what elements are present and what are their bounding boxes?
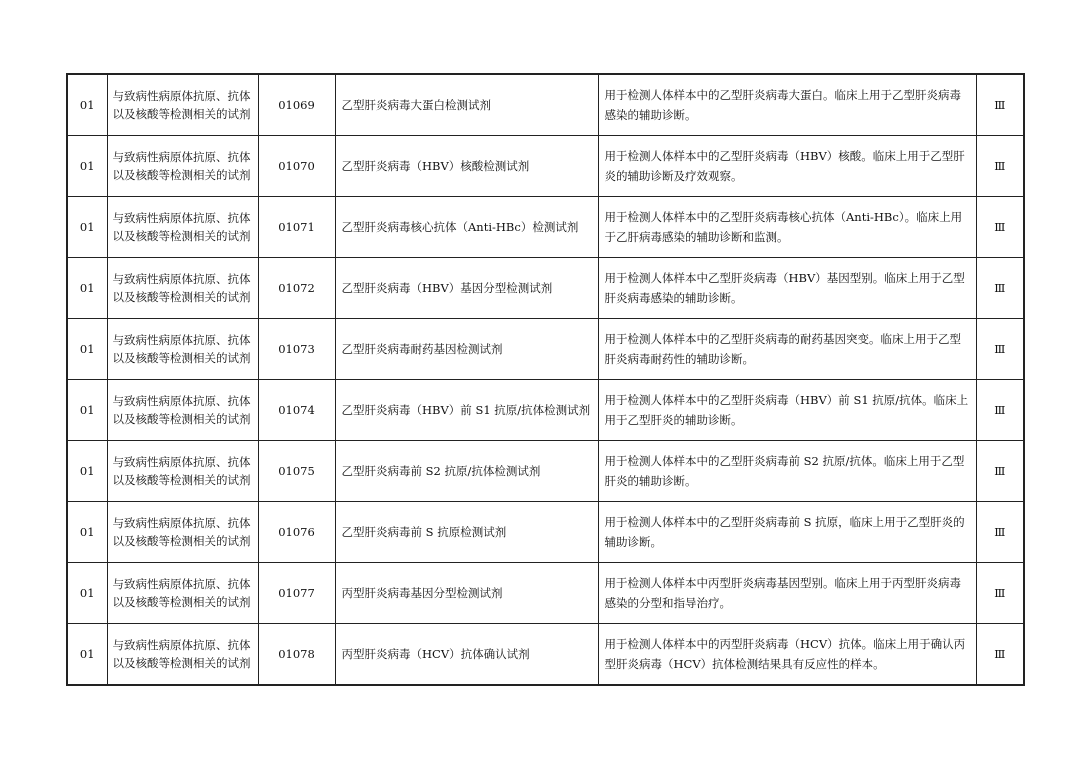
subcategory-cell: 与致病性病原体抗原、抗体以及核酸等检测相关的试剂	[107, 380, 258, 441]
subcategory-cell: 与致病性病原体抗原、抗体以及核酸等检测相关的试剂	[107, 441, 258, 502]
intended-use-cell: 用于检测人体样本中的乙型肝炎病毒核心抗体（Anti-HBc）。临床上用于乙肝病毒感染的辅助诊断和监测。	[598, 197, 976, 258]
subcategory-cell: 与致病性病原体抗原、抗体以及核酸等检测相关的试剂	[107, 258, 258, 319]
table-row	[67, 74, 1024, 136]
product-code-cell: 01072	[258, 258, 335, 319]
category-code-cell: 01	[67, 624, 107, 686]
product-name-cell: 丙型肝炎病毒基因分型检测试剂	[335, 563, 598, 624]
intended-use-cell: 用于检测人体样本中的乙型肝炎病毒前 S2 抗原/抗体。临床上用于乙型肝炎的辅助诊断。	[598, 441, 976, 502]
subcategory-cell: 与致病性病原体抗原、抗体以及核酸等检测相关的试剂	[107, 319, 258, 380]
management-class-cell: Ⅲ	[976, 319, 1024, 380]
intended-use-cell: 用于检测人体样本中的乙型肝炎病毒（HBV）核酸。临床上用于乙型肝炎的辅助诊断及疗效观察。	[598, 136, 976, 197]
intended-use-cell: 用于检测人体样本中丙型肝炎病毒基因型别。临床上用于丙型肝炎病毒感染的分型和指导治疗。	[598, 563, 976, 624]
category-code-cell: 01	[67, 502, 107, 563]
management-class-cell: Ⅲ	[976, 563, 1024, 624]
management-class-cell: Ⅲ	[976, 136, 1024, 197]
product-code-cell: 01070	[258, 136, 335, 197]
product-name-cell: 乙型肝炎病毒（HBV）前 S1 抗原/抗体检测试剂	[335, 380, 598, 441]
category-code-cell: 01	[67, 563, 107, 624]
management-class-cell: Ⅲ	[976, 441, 1024, 502]
intended-use-cell: 用于检测人体样本中的乙型肝炎病毒的耐药基因突变。临床上用于乙型肝炎病毒耐药性的辅助诊断。	[598, 319, 976, 380]
table-row	[67, 136, 1024, 197]
product-name-cell: 乙型肝炎病毒前 S2 抗原/抗体检测试剂	[335, 441, 598, 502]
category-code-cell: 01	[67, 136, 107, 197]
category-code-cell: 01	[67, 258, 107, 319]
product-code-cell: 01078	[258, 624, 335, 686]
category-code-cell: 01	[67, 74, 107, 136]
product-name-cell: 乙型肝炎病毒（HBV）基因分型检测试剂	[335, 258, 598, 319]
category-code-cell: 01	[67, 441, 107, 502]
management-class-cell: Ⅲ	[976, 74, 1024, 136]
management-class-cell: Ⅲ	[976, 258, 1024, 319]
table-row	[67, 197, 1024, 258]
product-code-cell: 01075	[258, 441, 335, 502]
subcategory-cell: 与致病性病原体抗原、抗体以及核酸等检测相关的试剂	[107, 74, 258, 136]
subcategory-cell: 与致病性病原体抗原、抗体以及核酸等检测相关的试剂	[107, 136, 258, 197]
intended-use-cell: 用于检测人体样本中的丙型肝炎病毒（HCV）抗体。临床上用于确认丙型肝炎病毒（HCV）抗体检测结果具有反应性的样本。	[598, 624, 976, 686]
product-name-cell: 乙型肝炎病毒核心抗体（Anti-HBc）检测试剂	[335, 197, 598, 258]
subcategory-cell: 与致病性病原体抗原、抗体以及核酸等检测相关的试剂	[107, 563, 258, 624]
table-row	[67, 502, 1024, 563]
category-code-cell: 01	[67, 380, 107, 441]
product-name-cell: 乙型肝炎病毒大蛋白检测试剂	[335, 74, 598, 136]
product-name-cell: 乙型肝炎病毒耐药基因检测试剂	[335, 319, 598, 380]
product-code-cell: 01069	[258, 74, 335, 136]
table-row	[67, 319, 1024, 380]
table-row	[67, 563, 1024, 624]
table-row	[67, 441, 1024, 502]
product-code-cell: 01076	[258, 502, 335, 563]
category-code-cell: 01	[67, 197, 107, 258]
intended-use-cell: 用于检测人体样本中的乙型肝炎病毒大蛋白。临床上用于乙型肝炎病毒感染的辅助诊断。	[598, 74, 976, 136]
catalog-table	[66, 73, 1025, 686]
table-row	[67, 624, 1024, 686]
management-class-cell: Ⅲ	[976, 624, 1024, 686]
intended-use-cell: 用于检测人体样本中乙型肝炎病毒（HBV）基因型别。临床上用于乙型肝炎病毒感染的辅助诊断。	[598, 258, 976, 319]
subcategory-cell: 与致病性病原体抗原、抗体以及核酸等检测相关的试剂	[107, 197, 258, 258]
product-name-cell: 丙型肝炎病毒（HCV）抗体确认试剂	[335, 624, 598, 686]
product-code-cell: 01074	[258, 380, 335, 441]
subcategory-cell: 与致病性病原体抗原、抗体以及核酸等检测相关的试剂	[107, 502, 258, 563]
product-name-cell: 乙型肝炎病毒（HBV）核酸检测试剂	[335, 136, 598, 197]
product-code-cell: 01071	[258, 197, 335, 258]
product-code-cell: 01077	[258, 563, 335, 624]
product-code-cell: 01073	[258, 319, 335, 380]
management-class-cell: Ⅲ	[976, 380, 1024, 441]
management-class-cell: Ⅲ	[976, 197, 1024, 258]
intended-use-cell: 用于检测人体样本中的乙型肝炎病毒前 S 抗原，临床上用于乙型肝炎的辅助诊断。	[598, 502, 976, 563]
product-name-cell: 乙型肝炎病毒前 S 抗原检测试剂	[335, 502, 598, 563]
table-row	[67, 380, 1024, 441]
management-class-cell: Ⅲ	[976, 502, 1024, 563]
table-row	[67, 258, 1024, 319]
category-code-cell: 01	[67, 319, 107, 380]
subcategory-cell: 与致病性病原体抗原、抗体以及核酸等检测相关的试剂	[107, 624, 258, 686]
intended-use-cell: 用于检测人体样本中的乙型肝炎病毒（HBV）前 S1 抗原/抗体。临床上用于乙型肝炎的辅助诊断。	[598, 380, 976, 441]
